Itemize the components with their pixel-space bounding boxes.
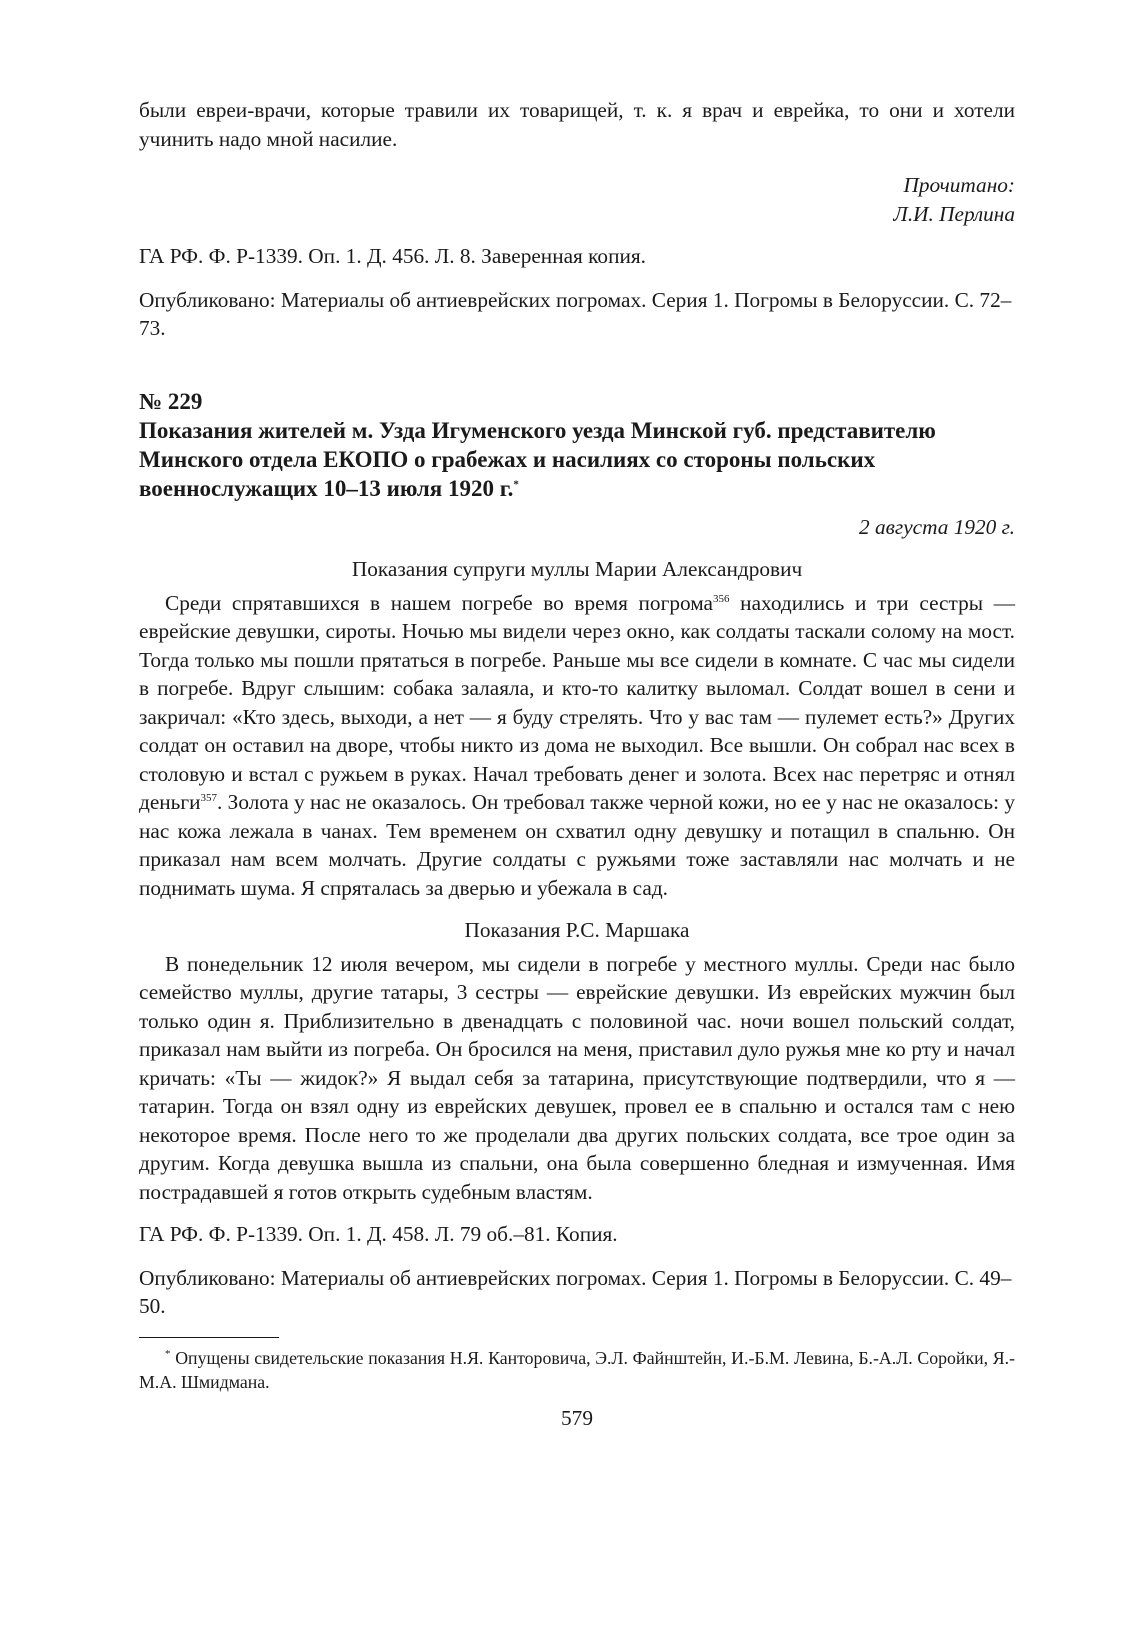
document-title [139,416,1015,503]
footnote-text: Опущены свидетельские показания Н.Я. Канторовича, Э.Л. Файнштейн, И.-Б.М. Левина, Б.-А.Л. Соройки, Я.-М.А. Шмидмана. [139,1347,1015,1392]
footnote-divider [139,1337,279,1338]
read-label: Прочитано: [903,173,1015,197]
archive-source-1: ГА РФ. Ф. Р-1339. Оп. 1. Д. 456. Л. 8. Заверенная копия. [139,244,646,268]
document-number: № 229 [139,388,203,414]
s1-text-b: находились и три сестры — еврейские девушки, сироты. Ночью мы видели через окно, как солдаты таскали солому на мост. Тогда только мы пошли прятаться в погребе. Раньше мы все сидели в комнате. С час мы сидели в погребе. Вдруг слышим: собака залаяла, и кто-то калитку выломал. Солдат вошел в сени и закричал: «Кто здесь, выходи, а нет — я буду стрелять. Что у вас там — пулемет есть?» Других солдат он оставил на дворе, чтобы никто из дома не выходил. Все вышли. Он собрал нас всех в столовую и встал с ружьем в руках. Начал требовать денег и золота. Всех нас перетряс и отнял деньги [139,590,1015,814]
published-note-2: Опубликовано: Материалы об антиеврейских погромах. Серия 1. Погромы в Белоруссии. С. 49–50. [139,1265,1012,1318]
footnote [139,1346,1015,1394]
archive-source-2: ГА РФ. Ф. Р-1339. Оп. 1. Д. 458. Л. 79 об.–81. Копия. [139,1222,618,1246]
page-number: 579 [561,1405,593,1430]
section-1-body [139,589,1015,903]
document-page [139,96,1015,1432]
document-date: 2 августа 1920 г. [859,514,1015,539]
footnote-ref-356: 356 [713,592,730,605]
title-footnote-mark: * [513,477,519,490]
section-1-title: Показания супруги муллы Марии Александрович [351,557,803,581]
section-2-body: В понедельник 12 июля вечером, мы сидели в погребе у местного муллы. Среди нас было семейство муллы, другие татары, 3 сестры — еврейские девушки. Из еврейских мужчин был только один я. Приблизительно в двенадцать с половиной час. ночи вошел польский солдат, приказал нам выйти из погреба. Он бросился на меня, приставил дуло ружья мне ко рту и начал кричать: «Ты — жидок?» Я выдал себя за татарина, присутствующие подтвердили, что я — татарин. Тогда он взял одну из еврейских девушек, провел ее в спальню и остался там с нею некоторое время. После него то же проделали два других польских солдата, все трое один за другим. Когда девушка вышла из спальни, она была совершенно бледная и измученная. Имя пострадавшей я готов открыть судебным властям. [139,951,1015,1204]
published-note-1: Опубликовано: Материалы об антиеврейских погромах. Серия 1. Погромы в Белоруссии. С. 72–73. [139,287,1012,340]
read-signature: Л.И. Перлина [893,201,1015,226]
document-title-text: Показания жителей м. Узда Игуменского уезда Минской губ. представителю Минского отдела ЕКОПО о грабежах и насилиях со стороны польских военнослужащих 10–13 июля 1920 г. [139,417,936,501]
section-2-title: Показания Р.С. Маршака [464,918,690,942]
footnote-mark: * [165,1347,171,1360]
footnote-ref-357: 357 [200,791,218,804]
top-paragraph: были евреи-врачи, которые травили их товарищей, т. к. я врач и еврейка, то они и хотели учинить надо мной насилие. [139,98,1015,151]
s1-text-a: Среди спрятавшихся в нашем погребе во время погрома [165,590,713,615]
s1-text-c: . Золота у нас не оказалось. Он требовал также черной кожи, но ее у нас не оказалось: у нас кожа лежала в чанах. Тем временем он схватил одну девушку и потащил в спальню. Он приказал нам всем молчать. Другие солдаты с ружьями тоже заставляли нас молчать и не поднимать шума. Я спряталась за дверью и убежала в сад. [139,790,1015,900]
